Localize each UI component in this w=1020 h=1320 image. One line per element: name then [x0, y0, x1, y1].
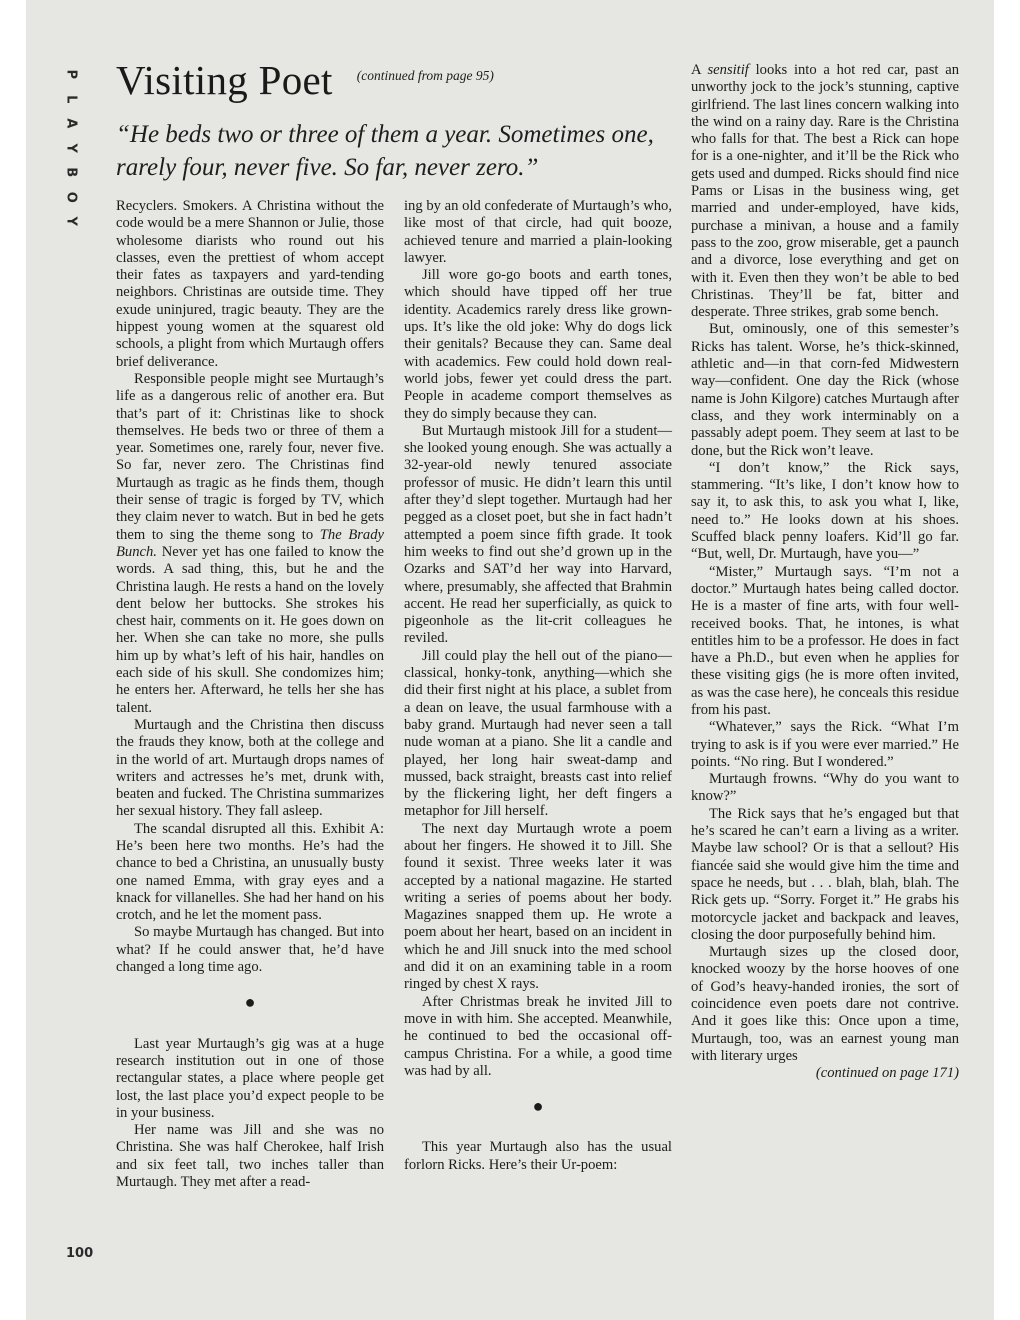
text-run: A: [691, 62, 701, 78]
magazine-page: [26, 0, 994, 1320]
masthead: [56, 62, 84, 234]
paragraph: “Mister,” Murtaugh says. “I’m not a doctor.” Murtaugh hates being called doctor. He is a master of fine arts, with four well-received books. That, he intones, is what entitles him to be a professor. He does in fact have a Ph.D., but even when he applies for these visiting gigs (he is more often invited, as was the case here), he conceals this residue from his past.: [691, 563, 959, 718]
text-column-3: [691, 62, 959, 1083]
paragraph: Last year Murtaugh’s gig was at a huge research institution out in one of those rectangular states, a place where people get lost, the last place you’d expect people to be in your business.: [116, 1035, 384, 1121]
masthead-letter: L: [63, 94, 79, 103]
section-break-bullet: ●: [532, 1096, 544, 1117]
paragraph: ing by an old confederate of Murtaugh’s who, like most of that circle, had quit booze, achieved tenure and married a plain-looking lawyer.: [404, 198, 672, 266]
headline: [116, 56, 676, 104]
paragraph: The Rick says that he’s engaged but that he’s scared he can’t earn a living as a writer. Maybe law school? Or is that a sellout? His fiancée said she would give him the time and space he needs, but . . . blah, blah, blah. The Rick gets up. “Sorry. Forget it.” He grabs his motorcycle jacket and backpack and leaves, closing the door purposefully behind him.: [691, 805, 959, 943]
text-run: Never yet has one failed to know the words. A sad thing, this, but he and the Christina laugh. He rests a hand on the lovely dent below her buttocks. She strokes his chest hair, comments on it. He goes down on her. When she can take no more, she pulls him up by what’s left of his hair, handles on each side of his skull. She condomizes him; he enters her. Afterward, he tells her she has talent.: [116, 543, 384, 716]
text-run: looks into a hot red car, past an unworthy jock to the jock’s stunning, captive girlfriend. The last lines concern walking into the wind on a rainy day. Rare is the Christina who falls for that. The best a Rick can hope for is a one-nighter, and it’ll be the Rick who gets used and dumped. Ricks should find nice Pams or Lisas in the business wing, get married and under-employed, have kids, purchase a minivan, a house and a family pass to the zoo, grow miserable, get a paunch and a divorce, lose everything and get on with it. Even then they won’t be able to bed Christinas. They’ll be fat, bitter and desperate. Three strikes, grab some bench.: [691, 62, 960, 321]
pull-quote: “He beds two or three of them a year. Sometimes one, rarely four, never five. So far, never zero.”: [116, 121, 654, 181]
italic-word: sensitif: [707, 62, 749, 78]
paragraph: The scandal disrupted all this. Exhibit A: He’s been here two months. He’s had the chance to bed a Christina, an unusually busty one named Emma, with gray eyes and a knack for villanelles. She had her hand on his crotch, and he let the moment pass.: [116, 820, 384, 924]
continued-from-note: (continued from page 95): [356, 68, 494, 83]
paragraph: So maybe Murtaugh has changed. But into what? If he could answer that, he’d have changed a long time ago.: [116, 924, 384, 976]
paragraph: Murtaugh and the Christina then discuss the frauds they know, both at the college and in the world of art. Murtaugh drops names of writers and actresses he’s met, drunk with, beaten and fucked. The Christina summarizes her sexual history. They fall asleep.: [116, 716, 384, 820]
paragraph: [116, 371, 384, 717]
page-number: 100: [66, 1246, 94, 1261]
masthead-letter: P: [63, 69, 79, 80]
masthead-letter: Y: [63, 143, 79, 153]
paragraph: But Murtaugh mistook Jill for a student—she looked young enough. She was actually a 32-year-old newly tenured associate professor of music. He didn’t learn this until after they’d slept together. Murtaugh had her pegged as a closet poet, but she in fact hadn’t attempted a poem since fifth grade. It took him weeks to find out she’d grown up in the Ozarks and SAT’d her way into Harvard, where, presumably, she affected that Brahmin accent. He read her superficially, as quick to pigeonhole as the lit-crit colleagues he reviled.: [404, 422, 672, 647]
paragraph: Jill could play the hell out of the piano—classical, honky-tonk, anything—which she did their first night at his place, a sublet from a dean on leave, the usual farmhouse with a baby grand. Murtaugh had never seen a tall nude woman at a piano. She lit a candle and played, her long hair sweat-damp and mussed, back straight, breasts cast into relief by the flickering light, her deft fingers a metaphor for Jill herself.: [404, 647, 672, 820]
article-title: Visiting Poet: [116, 57, 333, 103]
paragraph: After Christmas break he invited Jill to move in with him. She accepted. Meanwhile, he continued to bed the occasional off-campus Christina. For a while, a good time was had by all.: [404, 993, 672, 1079]
paragraph: The next day Murtaugh wrote a poem about her fingers. He showed it to Jill. She found it sexist. Three weeks later it was accepted by a national magazine. He started writing a series of poems about her body. Magazines snapped them up. He wrote a poem about her heart, based on an incident in which he and Jill snuck into the med school and did it on an examining table in a room ringed by chest X rays.: [404, 820, 672, 993]
section-break-bullet: ●: [244, 992, 256, 1013]
paragraph: “Whatever,” says the Rick. “What I’m trying to ask is if you were ever married.” He points. “No ring. But I wondered.”: [691, 719, 959, 770]
masthead-letter: A: [63, 118, 79, 129]
text-column-1: [116, 198, 384, 1191]
continued-on-note: (continued on page 171): [815, 1065, 959, 1082]
paragraph: This year Murtaugh also has the usual forlorn Ricks. Here’s their Ur-poem:: [404, 1139, 672, 1173]
paragraph: “I don’t know,” the Rick says, stammering. “It’s like, I don’t know how to say it, to ask this, to ask you what I, like, need to.” He looks down at his shoes. Scuffed black penny loafers. Kid’ll go far. “But, well, Dr. Murtaugh, have you—”: [691, 459, 959, 563]
paragraph: Murtaugh frowns. “Why do you want to know?”: [691, 771, 959, 805]
masthead-letter: B: [63, 167, 79, 178]
italic-title: The Brady Bunch.: [116, 526, 384, 560]
text-run: Responsible people might see Murtaugh’s life as a dangerous relic of another era. But that’s part of it: Christinas like to shock themselves. He beds two or three of them a year. Sometimes one, rarely four, never five. So far, never zero. The Christinas find Murtaugh as tragic as he finds them, though their sense of tragic is forged by TV, which they claim never to watch. But in bed he gets them to sing the theme song to: [116, 370, 384, 543]
paragraph: Murtaugh sizes up the closed door, knocked woozy by the horse hooves of one of God’s heavy-handed ironies, the sort of coincidence even poets dare not contrive. And it goes like this: Once upon a time, Murtaugh, too, was an earnest young man with literary urges: [691, 944, 959, 1064]
paragraph: Her name was Jill and she was no Christina. She was half Cherokee, half Irish and six feet tall, two inches taller than Murtaugh. They met after a read-: [116, 1122, 384, 1191]
paragraph: [691, 62, 959, 321]
paragraph: But, ominously, one of this semester’s Ricks has talent. Worse, he’s thick-skinned, athletic and—in that corn-fed Midwestern way—confident. One day the Rick (whose name is John Kilgore) catches Murtaugh after class, and they work interminably on a passably adept poem. They seem at last to be done, but the Rick won’t leave.: [691, 321, 959, 459]
paragraph: Recyclers. Smokers. A Christina without the code would be a mere Shannon or Julie, those wholesome diarists who round out his classes, even the prettiest of whom accept their fates as taxpayers and yard-tending neighbors. Christinas are outside time. They exude uninjured, tragic beauty. They are the hippest young women at the squarest old schools, a plight from which Murtaugh offers brief deliverance.: [116, 198, 384, 370]
text-column-2: [404, 198, 672, 1174]
paragraph: Jill wore go-go boots and earth tones, which should have tipped off her true identity. Academics rarely dress like grown-ups. It’s like the old joke: Why do dogs lick their genitals? Because they can. Same deal with academics. Few could hold down real-world jobs, fewer yet could dress the part. People in academe comport themselves as they do simply because they can.: [404, 267, 672, 422]
masthead-letter: Y: [63, 216, 79, 226]
masthead-letter: O: [63, 191, 79, 203]
